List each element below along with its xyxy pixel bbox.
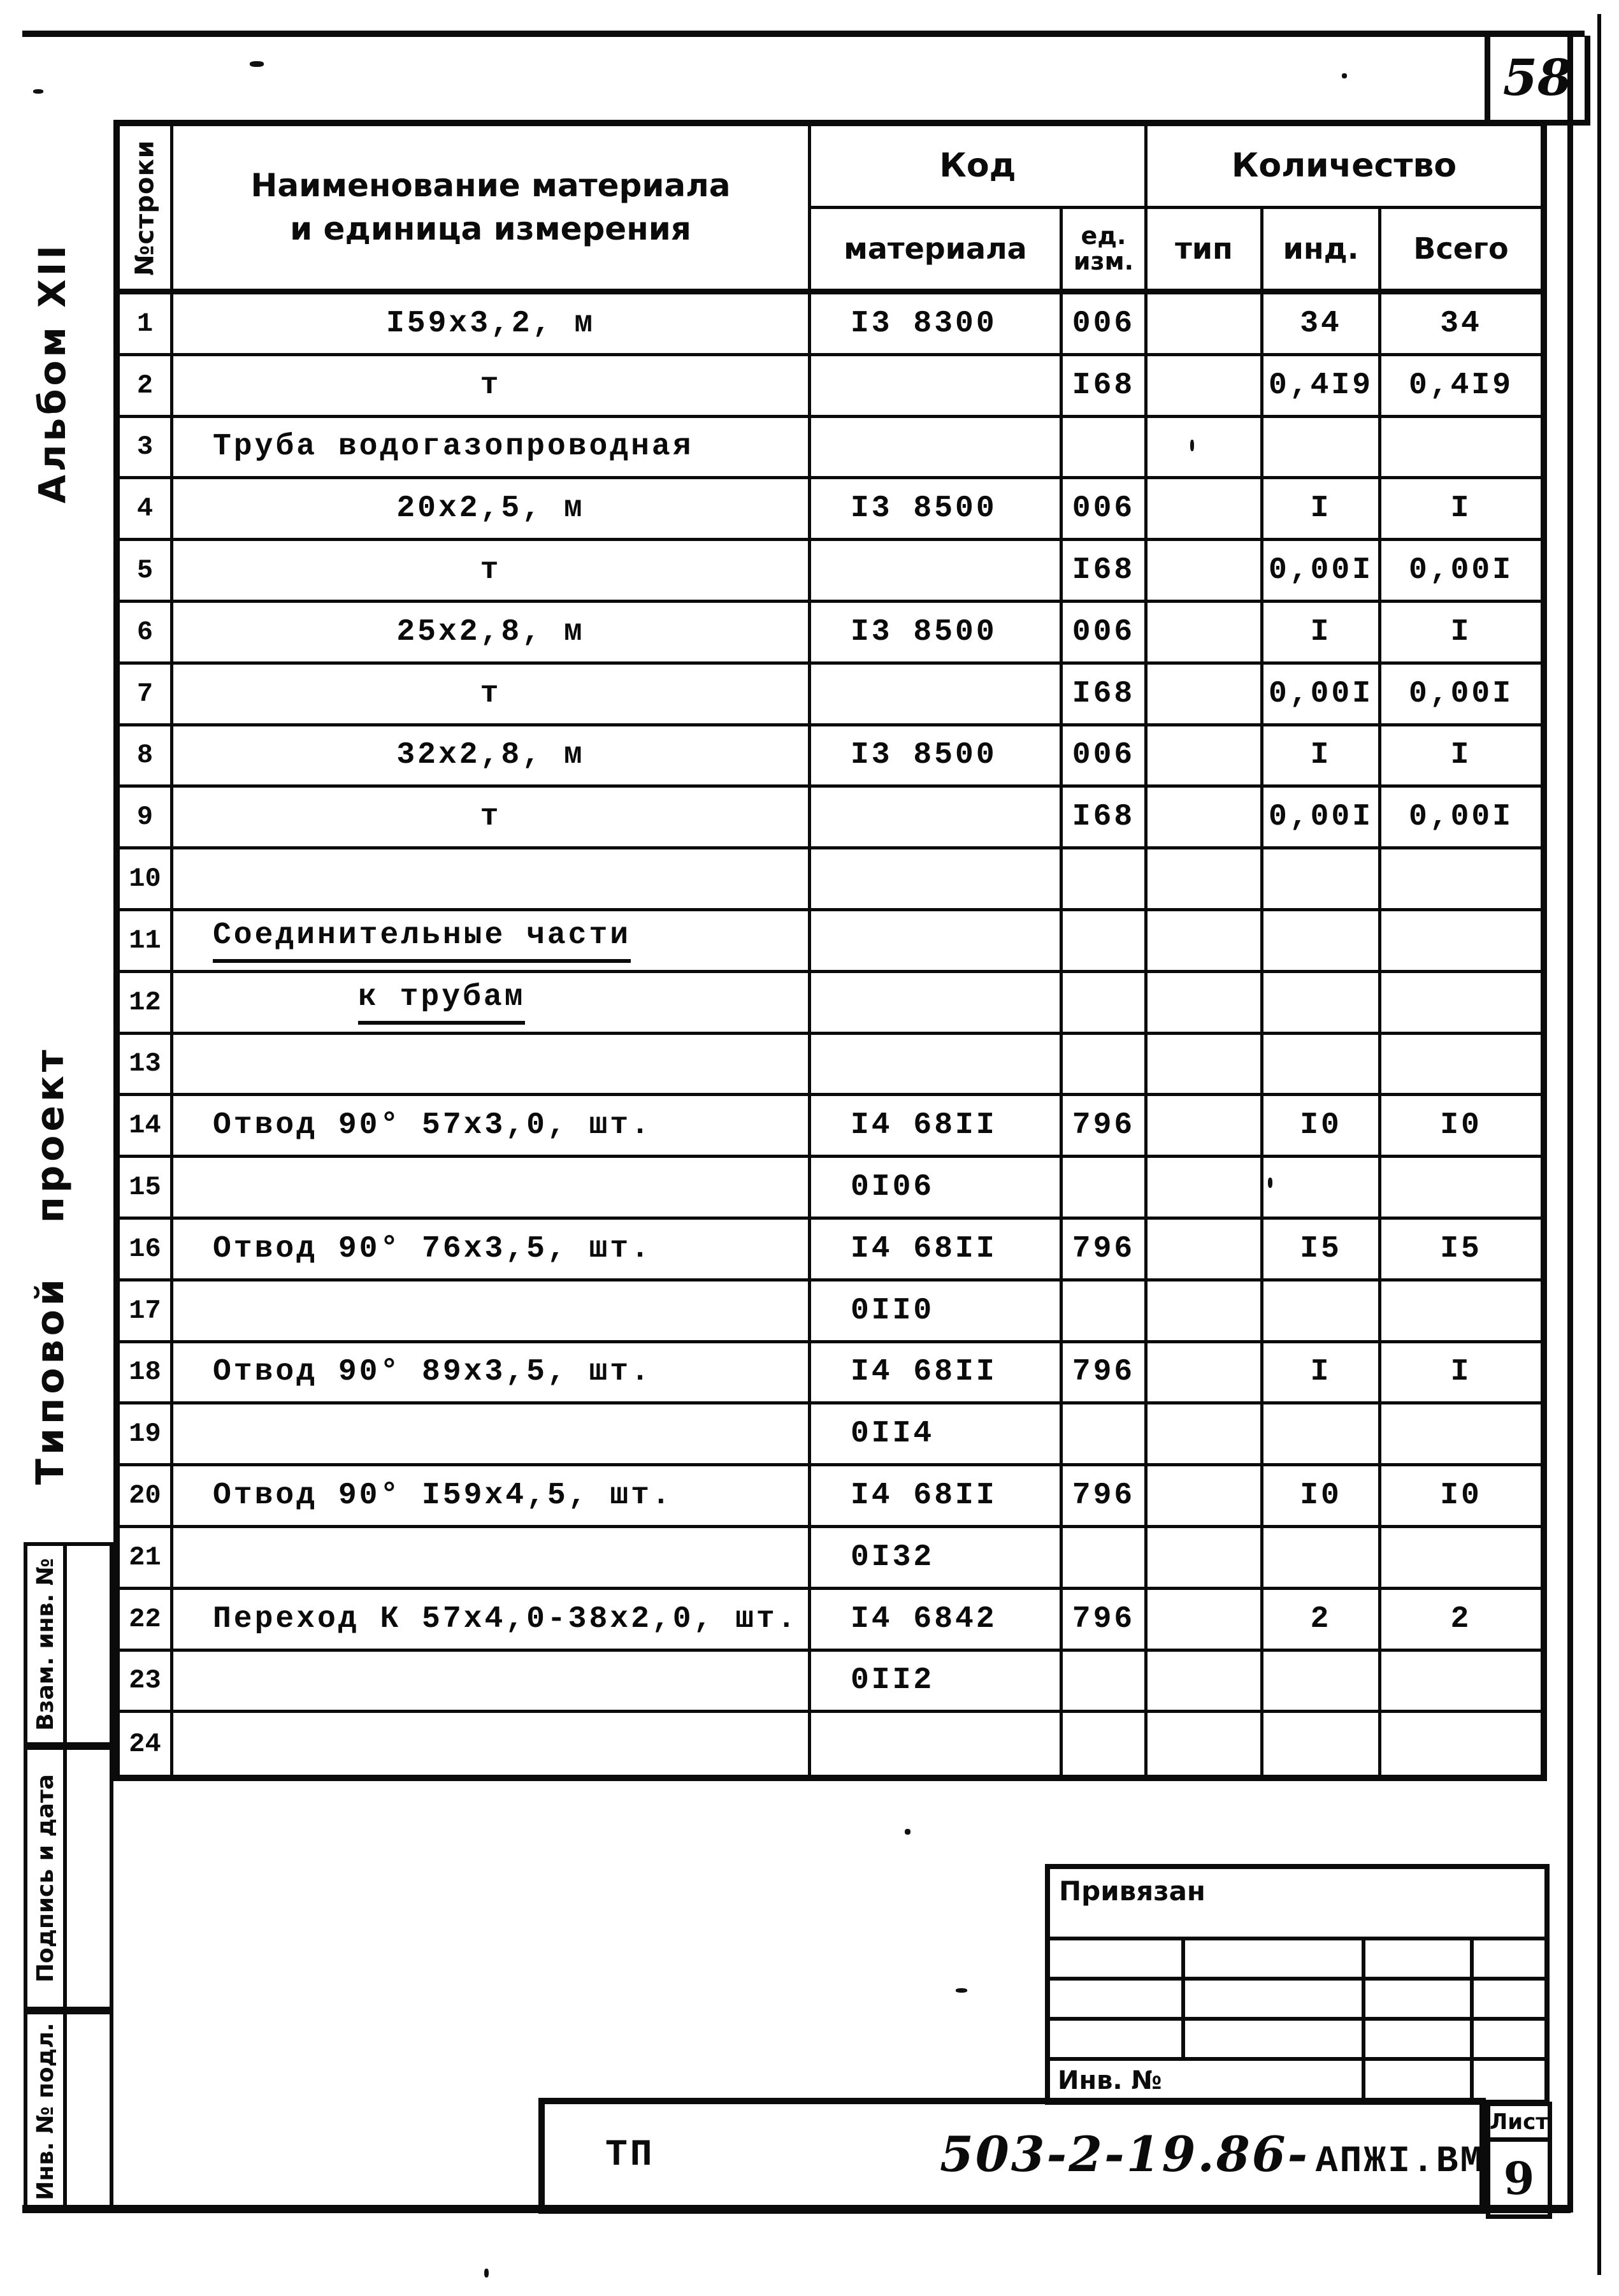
row22-ind-cell: 2 xyxy=(1263,1590,1381,1652)
header-unit-line2: изм. xyxy=(1073,247,1134,275)
row21-ind-cell xyxy=(1263,1528,1381,1590)
row17-n-cell: 17 xyxy=(120,1282,173,1343)
header-material-name xyxy=(173,126,811,294)
stamp-label-cell xyxy=(27,2014,67,2209)
sheet-box xyxy=(1486,2102,1552,2219)
header-unit xyxy=(1063,209,1148,294)
row12-code-cell xyxy=(811,973,1063,1035)
row21-name-cell xyxy=(173,1528,811,1590)
row23-code-cell: 0II2 xyxy=(811,1652,1063,1714)
header-name-line2: и единица измерения xyxy=(290,210,691,247)
tp-label: ТП xyxy=(605,2135,655,2176)
row20-ind-cell: I0 xyxy=(1263,1466,1381,1528)
row11-code-cell xyxy=(811,911,1063,973)
row17-total-cell xyxy=(1381,1282,1541,1343)
row1-total-cell: 34 xyxy=(1381,294,1541,356)
row24-ind-cell xyxy=(1263,1713,1381,1775)
row6-unit-cell: 006 xyxy=(1063,603,1148,665)
stamp-box-inv xyxy=(24,2011,113,2213)
header-code: Код xyxy=(811,126,1148,209)
row9-name-cell: т xyxy=(173,788,811,849)
row21-n-cell: 21 xyxy=(120,1528,173,1590)
row20-code-cell: I4 68II xyxy=(811,1466,1063,1528)
doc-number-handwritten: 503-2-19.86- xyxy=(940,2126,1310,2183)
row11-type-cell xyxy=(1148,911,1263,973)
header-name-line1: Наименование материала xyxy=(250,167,731,204)
row5-n-cell: 5 xyxy=(120,541,173,603)
materials-table xyxy=(113,120,1547,1781)
row13-total-cell xyxy=(1381,1035,1541,1097)
row7-ind-cell: 0,00I xyxy=(1263,665,1381,726)
row14-unit-cell: 796 xyxy=(1063,1096,1148,1158)
inv-number-label-cell xyxy=(1050,2061,1365,2100)
scan-speckle xyxy=(1190,440,1194,451)
stamp-box-vzam xyxy=(24,1542,113,1746)
row15-n-cell: 15 xyxy=(120,1158,173,1220)
row2-ind-cell: 0,4I9 xyxy=(1263,356,1381,418)
row15-name-cell xyxy=(173,1158,811,1220)
row14-type-cell xyxy=(1148,1096,1263,1158)
row23-unit-cell xyxy=(1063,1652,1148,1714)
row18-unit-cell: 796 xyxy=(1063,1343,1148,1405)
row4-name-cell: 20х2,5, м xyxy=(173,479,811,541)
row22-type-cell xyxy=(1148,1590,1263,1652)
row14-code-cell: I4 68II xyxy=(811,1096,1063,1158)
scan-speckle xyxy=(1268,1178,1272,1188)
row1-unit-cell: 006 xyxy=(1063,294,1148,356)
row5-type-cell xyxy=(1148,541,1263,603)
row22-name-cell: Переход К 57х4,0-38х2,0, шт. xyxy=(173,1590,811,1652)
row19-unit-cell xyxy=(1063,1404,1148,1466)
row3-type-cell xyxy=(1148,418,1263,480)
row22-n-cell: 22 xyxy=(120,1590,173,1652)
row24-code-cell xyxy=(811,1713,1063,1775)
row17-ind-cell xyxy=(1263,1282,1381,1343)
row20-n-cell: 20 xyxy=(120,1466,173,1528)
row22-code-cell: I4 6842 xyxy=(811,1590,1063,1652)
row24-total-cell xyxy=(1381,1713,1541,1775)
inv-number-label: Инв. № xyxy=(1058,2066,1162,2095)
row8-code-cell: I3 8500 xyxy=(811,726,1063,788)
stamp-label: Взам. инв. № xyxy=(32,1557,59,1731)
row5-unit-cell: I68 xyxy=(1063,541,1148,603)
row2-name-cell: т xyxy=(173,356,811,418)
margin-note-album: Альбом XII xyxy=(31,242,74,503)
row5-total-cell: 0,00I xyxy=(1381,541,1541,603)
row9-unit-cell: I68 xyxy=(1063,788,1148,849)
row23-name-cell xyxy=(173,1652,811,1714)
scan-speckle xyxy=(1342,73,1347,78)
row7-code-cell xyxy=(811,665,1063,726)
row10-n-cell: 10 xyxy=(120,849,173,911)
right-frame-line xyxy=(1567,31,1573,2213)
row7-name-cell: т xyxy=(173,665,811,726)
row19-type-cell xyxy=(1148,1404,1263,1466)
row6-ind-cell: I xyxy=(1263,603,1381,665)
top-frame-line xyxy=(22,31,1585,37)
row17-name-cell xyxy=(173,1282,811,1343)
row9-total-cell: 0,00I xyxy=(1381,788,1541,849)
row21-total-cell xyxy=(1381,1528,1541,1590)
row21-type-cell xyxy=(1148,1528,1263,1590)
row19-code-cell: 0II4 xyxy=(811,1404,1063,1466)
row14-ind-cell: I0 xyxy=(1263,1096,1381,1158)
privyazan-grid-row xyxy=(1050,1940,1544,1981)
inv-empty-cell xyxy=(1365,2061,1474,2100)
scan-speckle xyxy=(484,2269,489,2278)
row1-ind-cell: 34 xyxy=(1263,294,1381,356)
row8-ind-cell: I xyxy=(1263,726,1381,788)
row6-type-cell xyxy=(1148,603,1263,665)
row7-type-cell xyxy=(1148,665,1263,726)
row18-type-cell xyxy=(1148,1343,1263,1405)
row4-ind-cell: I xyxy=(1263,479,1381,541)
header-type: тип xyxy=(1148,209,1263,294)
row1-n-cell: 1 xyxy=(120,294,173,356)
stamp-label-cell xyxy=(27,1750,67,2007)
row8-type-cell xyxy=(1148,726,1263,788)
row23-type-cell xyxy=(1148,1652,1263,1714)
privyazan-grid-row xyxy=(1050,1981,1544,2021)
stamp-box-podpis xyxy=(24,1746,113,2011)
document-designation xyxy=(940,2126,1484,2183)
row2-total-cell: 0,4I9 xyxy=(1381,356,1541,418)
header-unit-line1: ед. xyxy=(1081,221,1126,250)
row12-unit-cell xyxy=(1063,973,1148,1035)
row23-total-cell xyxy=(1381,1652,1541,1714)
row10-total-cell xyxy=(1381,849,1541,911)
row5-code-cell xyxy=(811,541,1063,603)
row24-name-cell xyxy=(173,1713,811,1775)
row6-code-cell: I3 8500 xyxy=(811,603,1063,665)
row24-type-cell xyxy=(1148,1713,1263,1775)
row13-type-cell xyxy=(1148,1035,1263,1097)
row19-n-cell: 19 xyxy=(120,1404,173,1466)
row23-ind-cell xyxy=(1263,1652,1381,1714)
row22-unit-cell: 796 xyxy=(1063,1590,1148,1652)
title-block xyxy=(538,2098,1486,2214)
row10-code-cell xyxy=(811,849,1063,911)
stamp-label-cell xyxy=(27,1546,67,1742)
row18-code-cell: I4 68II xyxy=(811,1343,1063,1405)
header-row-number xyxy=(120,126,173,294)
row10-type-cell xyxy=(1148,849,1263,911)
row7-n-cell: 7 xyxy=(120,665,173,726)
row9-n-cell: 9 xyxy=(120,788,173,849)
header-code-material: материала xyxy=(811,209,1063,294)
row20-unit-cell: 796 xyxy=(1063,1466,1148,1528)
scan-speckle xyxy=(905,1829,910,1835)
inv-empty-cell xyxy=(1474,2061,1544,2100)
sheet-label-cell: Лист xyxy=(1490,2106,1548,2142)
row12-ind-cell xyxy=(1263,973,1381,1035)
row8-name-cell: 32х2,8, м xyxy=(173,726,811,788)
row18-ind-cell: I xyxy=(1263,1343,1381,1405)
header-ind: инд. xyxy=(1263,209,1381,294)
right-outer-line xyxy=(1597,14,1601,2275)
row15-type-cell xyxy=(1148,1158,1263,1220)
row5-name-cell: т xyxy=(173,541,811,603)
row16-total-cell: I5 xyxy=(1381,1220,1541,1282)
row2-type-cell xyxy=(1148,356,1263,418)
row3-name-cell: Труба водогазопроводная xyxy=(173,418,811,480)
row13-code-cell xyxy=(811,1035,1063,1097)
row16-n-cell: 16 xyxy=(120,1220,173,1282)
row22-total-cell: 2 xyxy=(1381,1590,1541,1652)
page-number: 58 xyxy=(1502,48,1572,107)
scan-speckle xyxy=(33,89,43,94)
margin-note-project: Типовой проект xyxy=(28,1046,73,1485)
row4-n-cell: 4 xyxy=(120,479,173,541)
row20-total-cell: I0 xyxy=(1381,1466,1541,1528)
privyazan-label: Привязан xyxy=(1059,1875,1205,1907)
row21-code-cell: 0I32 xyxy=(811,1528,1063,1590)
row12-n-cell: 12 xyxy=(120,973,173,1035)
row14-name-cell: Отвод 90° 57х3,0, шт. xyxy=(173,1096,811,1158)
row5-ind-cell: 0,00I xyxy=(1263,541,1381,603)
row16-code-cell: I4 68II xyxy=(811,1220,1063,1282)
row10-name-cell xyxy=(173,849,811,911)
row9-code-cell xyxy=(811,788,1063,849)
row3-n-cell: 3 xyxy=(120,418,173,480)
row19-ind-cell xyxy=(1263,1404,1381,1466)
scan-speckle xyxy=(956,1988,967,1993)
row11-n-cell: 11 xyxy=(120,911,173,973)
row16-type-cell xyxy=(1148,1220,1263,1282)
row18-name-cell: Отвод 90° 89х3,5, шт. xyxy=(173,1343,811,1405)
row15-ind-cell xyxy=(1263,1158,1381,1220)
row15-code-cell: 0I06 xyxy=(811,1158,1063,1220)
row3-unit-cell xyxy=(1063,418,1148,480)
row12-total-cell xyxy=(1381,973,1541,1035)
stamp-label: Подпись и дата xyxy=(32,1774,59,1982)
row11-unit-cell xyxy=(1063,911,1148,973)
row12-type-cell xyxy=(1148,973,1263,1035)
row4-unit-cell: 006 xyxy=(1063,479,1148,541)
row15-total-cell xyxy=(1381,1158,1541,1220)
row3-total-cell xyxy=(1381,418,1541,480)
row7-unit-cell: I68 xyxy=(1063,665,1148,726)
row13-n-cell: 13 xyxy=(120,1035,173,1097)
row11-total-cell xyxy=(1381,911,1541,973)
row13-unit-cell xyxy=(1063,1035,1148,1097)
row2-unit-cell: I68 xyxy=(1063,356,1148,418)
row3-ind-cell xyxy=(1263,418,1381,480)
privyazan-block xyxy=(1045,1864,1550,2105)
row1-type-cell xyxy=(1148,294,1263,356)
header-total: Всего xyxy=(1381,209,1541,294)
row2-n-cell: 2 xyxy=(120,356,173,418)
scan-speckle xyxy=(250,61,264,67)
row16-unit-cell: 796 xyxy=(1063,1220,1148,1282)
row15-unit-cell xyxy=(1063,1158,1148,1220)
row4-code-cell: I3 8500 xyxy=(811,479,1063,541)
row4-total-cell: I xyxy=(1381,479,1541,541)
row12-name-cell: к трубам xyxy=(173,973,811,1035)
row18-total-cell: I xyxy=(1381,1343,1541,1405)
row24-n-cell: 24 xyxy=(120,1713,173,1775)
row17-code-cell: 0II0 xyxy=(811,1282,1063,1343)
row7-total-cell: 0,00I xyxy=(1381,665,1541,726)
stamp-label: Инв. № подл. xyxy=(32,2023,59,2200)
row24-unit-cell xyxy=(1063,1713,1148,1775)
row11-name-cell: Соединительные части xyxy=(173,911,811,973)
row14-total-cell: I0 xyxy=(1381,1096,1541,1158)
page-number-cell xyxy=(1485,36,1590,126)
row4-type-cell xyxy=(1148,479,1263,541)
row1-name-cell: I59х3,2, м xyxy=(173,294,811,356)
row17-unit-cell xyxy=(1063,1282,1148,1343)
row2-code-cell xyxy=(811,356,1063,418)
row9-ind-cell: 0,00I xyxy=(1263,788,1381,849)
row19-name-cell xyxy=(173,1404,811,1466)
privyazan-inv-row xyxy=(1050,2061,1544,2100)
header-row-number-label: №строки xyxy=(130,139,160,276)
privyazan-grid-row xyxy=(1050,2021,1544,2061)
row19-total-cell xyxy=(1381,1404,1541,1466)
row17-type-cell xyxy=(1148,1282,1263,1343)
row10-unit-cell xyxy=(1063,849,1148,911)
row1-code-cell: I3 8300 xyxy=(811,294,1063,356)
row3-code-cell xyxy=(811,418,1063,480)
privyazan-label-cell xyxy=(1050,1869,1544,1940)
sheet-number-cell: 9 xyxy=(1503,2151,1535,2205)
row18-n-cell: 18 xyxy=(120,1343,173,1405)
row16-ind-cell: I5 xyxy=(1263,1220,1381,1282)
row14-n-cell: 14 xyxy=(120,1096,173,1158)
row8-unit-cell: 006 xyxy=(1063,726,1148,788)
row21-unit-cell xyxy=(1063,1528,1148,1590)
row13-ind-cell xyxy=(1263,1035,1381,1097)
row23-n-cell: 23 xyxy=(120,1652,173,1714)
row10-ind-cell xyxy=(1263,849,1381,911)
row16-name-cell: Отвод 90° 76х3,5, шт. xyxy=(173,1220,811,1282)
row6-name-cell: 25х2,8, м xyxy=(173,603,811,665)
row8-total-cell: I xyxy=(1381,726,1541,788)
row6-n-cell: 6 xyxy=(120,603,173,665)
row20-type-cell xyxy=(1148,1466,1263,1528)
row8-n-cell: 8 xyxy=(120,726,173,788)
row9-type-cell xyxy=(1148,788,1263,849)
doc-code-typed: АПЖI.ВМ xyxy=(1315,2141,1485,2183)
row6-total-cell: I xyxy=(1381,603,1541,665)
header-quantity: Количество xyxy=(1148,126,1541,209)
row20-name-cell: Отвод 90° I59х4,5, шт. xyxy=(173,1466,811,1528)
row13-name-cell xyxy=(173,1035,811,1097)
row11-ind-cell xyxy=(1263,911,1381,973)
